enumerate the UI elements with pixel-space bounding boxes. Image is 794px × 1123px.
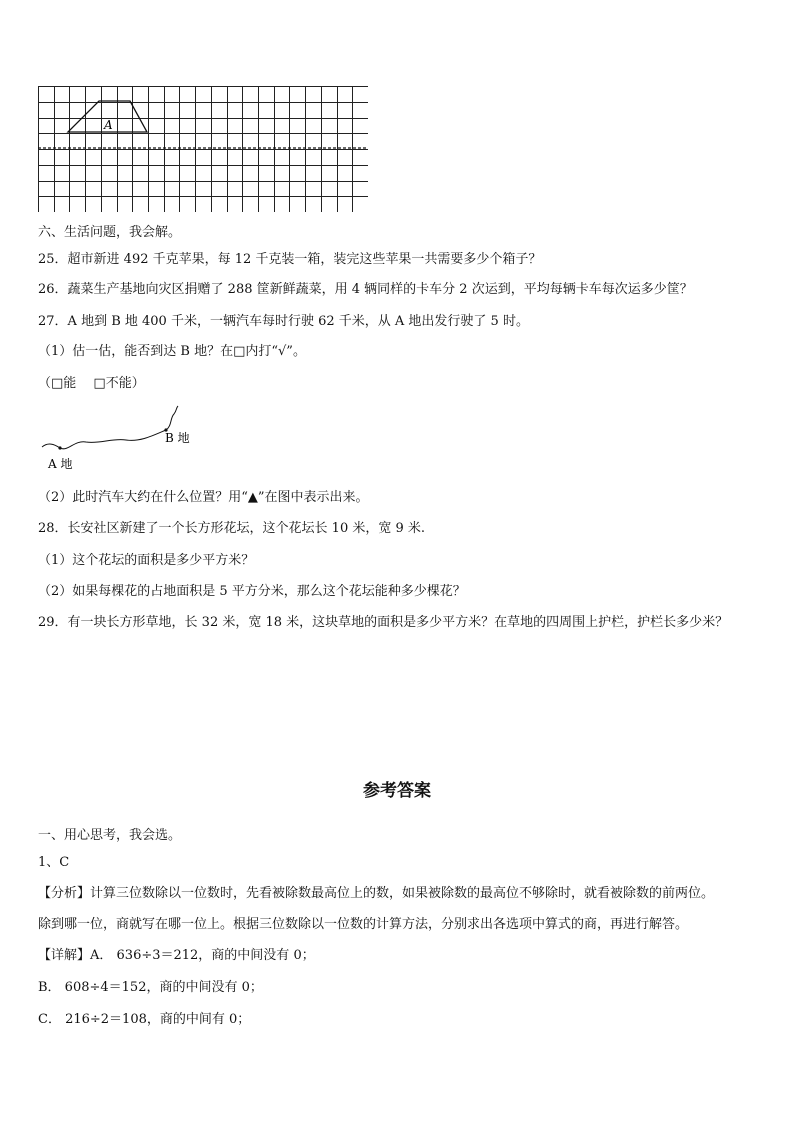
answer-1-analysis-cont: 除到哪一位，商就写在哪一位上。根据三位数除以一位数的计算方法，分别求出各选项中算式的商，再进行解答。 — [38, 917, 689, 932]
question-28: 28．长安社区新建了一个长方形花坛，这个花坛长 10 米，宽 9 米. — [38, 521, 426, 536]
answer-title: 参考答案 — [363, 781, 431, 801]
answer-1: 1、C — [38, 855, 70, 870]
question-25: 25．超市新进 492 千克苹果，每 12 千克装一箱，装完这些苹果一共需要多少个箱子？ — [38, 252, 542, 267]
question-28-part-2: （2）如果每棵花的占地面积是 5 平方分米，那么这个花坛能种多少棵花？ — [38, 584, 466, 599]
trapezoid-label: A — [104, 118, 113, 132]
answer-1-detail-b: B． 608÷4＝152，商的中间没有 0； — [38, 980, 263, 995]
end-label: B 地 — [165, 431, 190, 445]
section-6-heading: 六、生活问题，我会解。 — [38, 225, 182, 240]
route-path — [42, 406, 178, 449]
answer-1-analysis: 【分析】计算三位数除以一位数时，先看被除数最高位上的数，如果被除数的最高位不够除时，就看被除数的前两位。 — [38, 886, 715, 901]
question-26: 26．蔬菜生产基地向灾区捐赠了 288 筐新鲜蔬菜，用 4 辆同样的卡车分 2 次运到，平均每辆卡车每次运多少筐？ — [38, 282, 693, 297]
start-label: A 地 — [48, 457, 73, 471]
question-27: 27．A 地到 B 地 400 千米，一辆汽车每时行驶 62 千米，从 A 地出发行驶了 5 时。 — [38, 314, 529, 329]
question-27-part-1: （1）估一估，能否到达 B 地？在□内打“√”。 — [38, 344, 306, 359]
question-29: 29．有一块长方形草地，长 32 米，宽 18 米，这块草地的面积是多少平方米？在草地的四周围上护栏，护栏长多少米？ — [38, 615, 729, 630]
answer-1-detail-c: C． 216÷2＝108，商的中间有 0； — [38, 1012, 251, 1027]
answer-1-detail-a: 【详解】A． 636÷3＝212，商的中间没有 0； — [38, 948, 315, 963]
question-27-options: （□能 □不能） — [38, 376, 145, 391]
answer-section-1-heading: 一、用心思考，我会选。 — [38, 828, 182, 843]
point-a — [58, 446, 61, 449]
grid-figure — [38, 86, 368, 212]
route-figure — [40, 404, 200, 474]
question-27-part-2: （2）此时汽车大约在什么位置？用“▲”在图中表示出来。 — [38, 490, 369, 505]
question-28-part-1: （1）这个花坛的面积是多少平方米？ — [38, 553, 255, 568]
